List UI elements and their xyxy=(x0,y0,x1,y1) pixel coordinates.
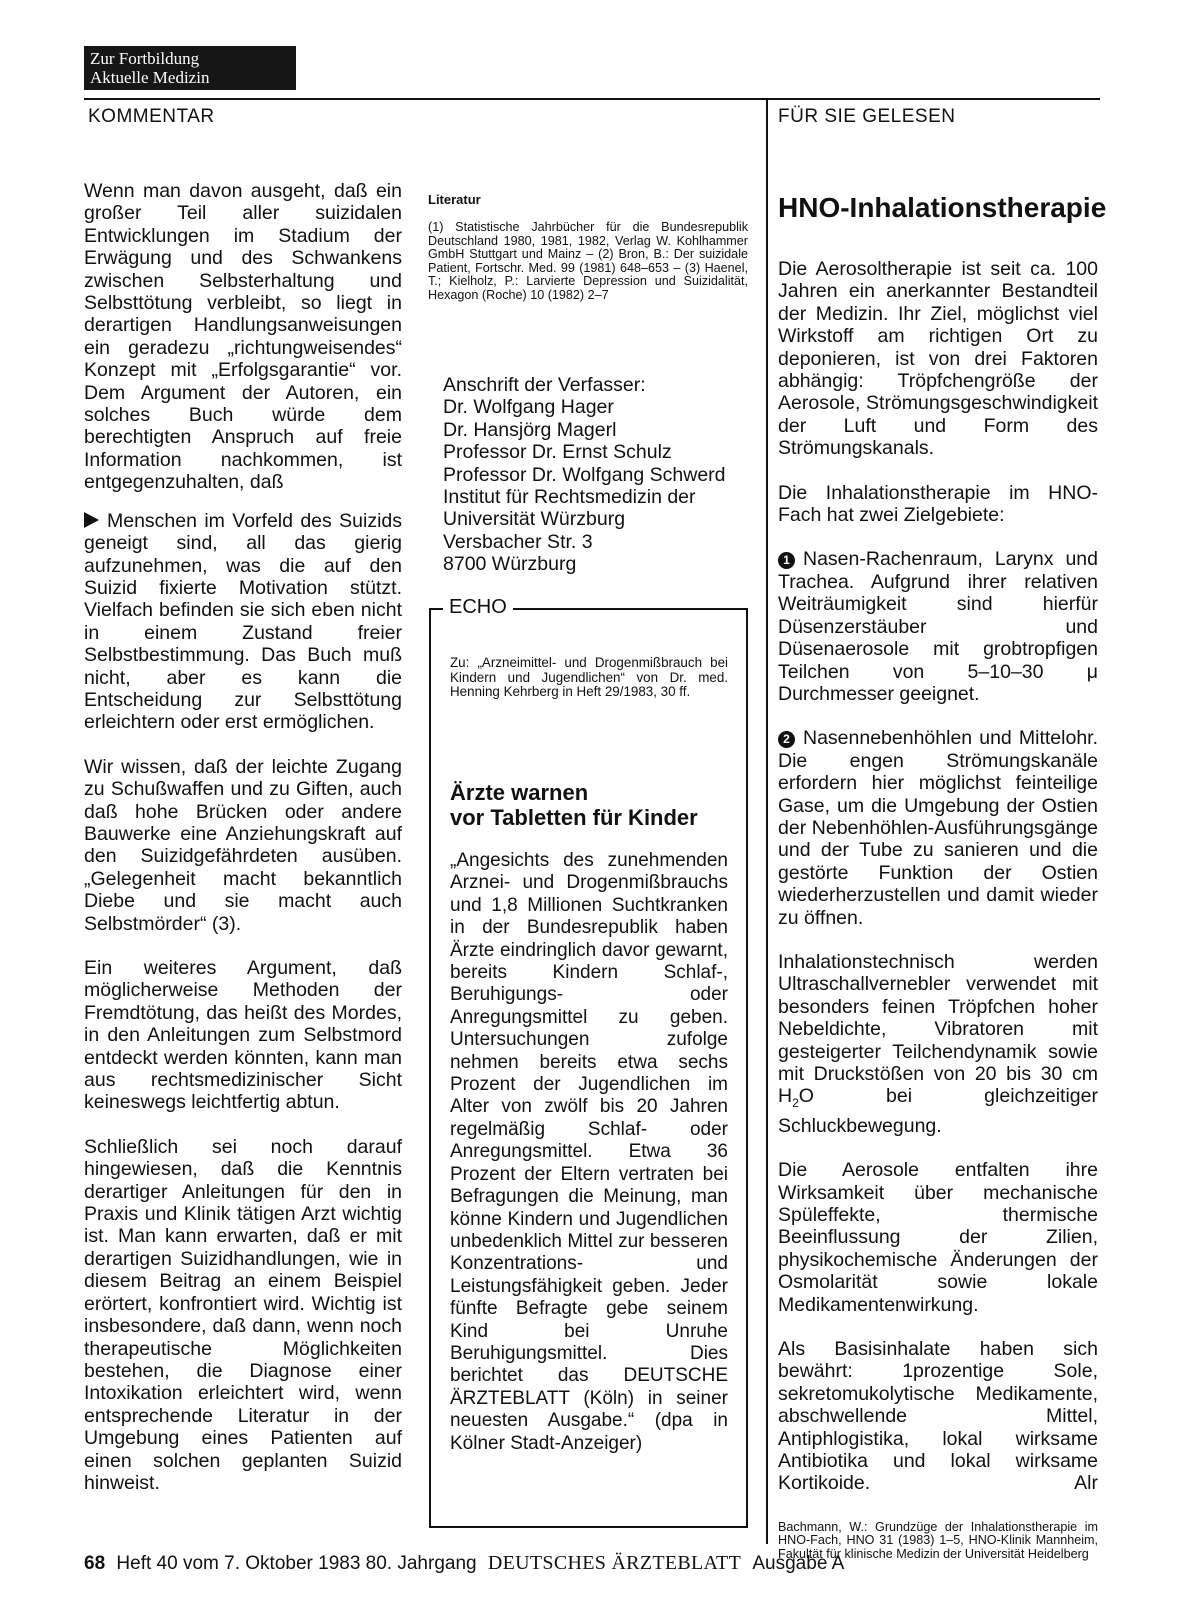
triangle-bullet-icon xyxy=(84,512,99,528)
echo-headline-line2: vor Tabletten für Kinder xyxy=(450,805,698,830)
kommentar-paragraph-3: Wir wissen, daß der leichte Zugang zu Schußwaffen und zu Giften, auch daß hohe Brücken oder andere Bauwerke eine Anziehungskraft auf den Suizidgefährdeten ausüben. „Gelegenheit macht bekanntlich Diebe und sie macht auch Selbstmörder“ (3). xyxy=(84,755,402,935)
section-label-line1: Zur Fortbildung xyxy=(90,49,200,68)
subscript-2: 2 xyxy=(792,1096,799,1111)
anschrift-line: Professor Dr. Wolfgang Schwerd xyxy=(443,463,726,486)
gelesen-item-2-text: Nasennebenhöhlen und Mittelohr. Die engen Strömungskanäle erfordern hier möglichst feinteilige Gase, um die Umgebung der Ostien der Nebenhöhlen-Ausführungsgänge und der Tube zu sanieren und die gestörte Funktion der Ostien wiederherzustellen und damit wieder zu öffnen. xyxy=(778,727,1098,929)
anschrift-line: Institut für Rechtsmedizin der xyxy=(443,486,696,509)
kommentar-paragraph-2-text: Menschen im Vorfeld des Suizids geneigt sind, all das gierig aufzunehmen, was die auf den Suizid fixierte Motivation stützt. Vielfach befinden sie sich eben nicht in einem Zustand freier Selbstbestimmung. Das Buch muß nicht, aber es kann die Entscheidung zur Selbsttötung erleichtern oder erst ermöglichen. xyxy=(84,509,402,734)
fuer-sie-gelesen-heading: FÜR SIE GELESEN xyxy=(778,106,956,127)
gelesen-paragraph-3-a: Inhalationstechnisch werden Ultraschallvernebler verwendet mit besonders feinen Tröpfchen hoher Nebeldichte, Vibratoren mit gesteigerter Teilchendynamik sowie mit Druckstößen von 20 bis 30 cm H xyxy=(778,950,1098,1108)
gelesen-paragraph-1: Die Aerosoltherapie ist seit ca. 100 Jahren ein anerkannter Bestandteil der Medizin. Ihr Ziel, möglichst viel Wirkstoff am richtigen Ort zu deponieren, ist von drei Faktoren abhängig: Tröpfchengröße der Aerosole, Strömungsgeschwindigkeit der Luft und Form des Strömungskanals. xyxy=(778,258,1098,460)
section-label-line2: Aktuelle Medizin xyxy=(90,68,210,87)
gelesen-column xyxy=(778,258,1098,1562)
footer xyxy=(84,1552,844,1575)
anschrift-line: Anschrift der Verfasser: xyxy=(443,374,646,396)
author-signature: Alr xyxy=(1074,1472,1098,1495)
echo-headline-line1: Ärzte warnen xyxy=(450,780,589,805)
gelesen-item-1 xyxy=(778,548,1098,705)
column-divider xyxy=(766,98,768,1544)
echo-body: „Angesichts des zunehmenden Arznei- und Drogenmißbrauchs und 1,8 Millionen Suchtkranken in der Bundesrepublik haben Ärzte eindringlich davor gewarnt, bereits Kindern Schlaf-, Beruhigungs- oder Anregungsmittel zu geben. Untersuchungen zufolge nehmen bereits etwa sechs Prozent der Jugendlichen im Alter von zwölf bis 20 Jahren regelmäßig Schlaf- oder Anregungsmittel. Etwa 36 Prozent der Eltern vertraten bei Befragungen die Meinung, man könne Kindern und Jugendlichen unbedenklich Mittel zur besseren Konzentrations- und Leistungsfähigkeit geben. Jeder fünfte Befragte gebe seinem Kind bei Unruhe Beruhigungsmittel. Dies berichtet das DEUTSCHE ÄRZTEBLATT (Köln) in seiner neuesten Ausgabe.“ (dpa in Kölner Stadt-Anzeiger) xyxy=(450,850,728,1454)
gelesen-paragraph-3-b: O bei gleichzeitiger Schluckbewegung. xyxy=(778,1085,1098,1137)
edition-label: Ausgabe A xyxy=(752,1553,845,1574)
issue-info: Heft 40 vom 7. Oktober 1983 80. Jahrgang xyxy=(116,1553,477,1574)
anschrift-line: 8700 Würzburg xyxy=(443,553,577,576)
literatur-text: (1) Statistische Jahrbücher für die Bundesrepublik Deutschland 1980, 1981, 1982, Verlag W. Kohlhammer GmbH Stuttgart und Mainz – (2) Bron, B.: Der suizidale Patient, Fortschr. Med. 99 (1981) 648–653 – (3) Haenel, T.; Kielholz, P.: Larvierte Depression und Suizidalität, Hexagon (Roche) 10 (1982) 2–7 xyxy=(428,220,748,302)
literatur-heading: Literatur xyxy=(428,192,481,207)
anschrift-line: Versbacher Str. 3 xyxy=(443,530,593,553)
echo-headline xyxy=(450,780,698,830)
magazine-name: DEUTSCHES ÄRZTEBLATT xyxy=(487,1552,742,1574)
kommentar-paragraph-5: Schließlich sei noch darauf hingewiesen, daß die Kenntnis derartiger Anleitungen für den in Praxis und Klinik tätigen Arzt wichtig ist. Man kann erwarten, daß er mit derartigen Suizidhandlungen, wie in diesem Beitrag an einem Beispiel erörtert, konfrontiert wird. Wichtig ist insbesondere, daß dann, wenn noch therapeutische Möglichkeiten bestehen, die Diagnose einer Intoxikation erleichtert wird, wenn entsprechende Literatur in der Umgebung eines Patienten auf einen solchen geplanten Suizid hinweist. xyxy=(84,1135,402,1494)
anschrift-line: Universität Würzburg xyxy=(443,508,626,531)
gelesen-item-1-text: Nasen-Rachenraum, Larynx und Trachea. Aufgrund ihrer relativen Weiträumigkeit sind hierfür Düsenzerstäuber und Düsenaerosole mit grobtropfigen Teilchen von 5–10–30 μ Durchmesser geeignet. xyxy=(778,548,1098,705)
top-rule xyxy=(84,98,1100,100)
echo-reference: Zu: „Arzneimittel- und Drogenmißbrauch bei Kindern und Jugendlichen“ von Dr. med. Henning Kehrberg in Heft 29/1983, 30 ff. xyxy=(450,655,728,700)
kommentar-column xyxy=(84,180,402,1494)
gelesen-paragraph-5-text: Als Basisinhalate haben sich bewährt: 1prozentige Sole, sekretomukolytische Medikamente, abschwellende Mittel, Antiphlogistika, lokal wirksame Antibiotika und lokal wirksame Kortikoide. xyxy=(778,1337,1098,1495)
anschrift-block xyxy=(443,374,753,576)
gelesen-paragraph-2: Die Inhalationstherapie im HNO-Fach hat zwei Zielgebiete: xyxy=(778,481,1098,527)
article-title: HNO-Inhalationstherapie xyxy=(778,192,1107,223)
kommentar-paragraph-4: Ein weiteres Argument, daß möglicherweise Methoden der Fremdtötung, das heißt des Mordes, in den Anleitungen zum Selbstmord entdeckt werden könnten, kann man aus rechtsmedizinischer Sicht keineswegs leichtfertig abtun. xyxy=(84,957,402,1114)
kommentar-paragraph-1: Wenn man davon ausgeht, daß ein großer Teil aller suizidalen Entwicklungen im Stadium der Erwägung und des Schwankens zwischen Selbsterhaltung und Selbsttötung verbleibt, so liegt in derartigen Handlungsanweisungen ein geradezu „richtungweisendes“ Konzept mit „Erfolgsgarantie“ vor. Dem Argument der Autoren, ein solches Buch würde dem berechtigten Anspruch auf freie Information nachkommen, ist entgegenzuhalten, daß xyxy=(84,180,402,494)
number-2-icon: 2 xyxy=(778,731,795,748)
gelesen-paragraph-5 xyxy=(778,1338,1098,1495)
page-number: 68 xyxy=(84,1553,106,1574)
section-label xyxy=(84,46,296,90)
anschrift-line: Professor Dr. Ernst Schulz xyxy=(443,441,672,464)
gelesen-paragraph-3 xyxy=(778,951,1098,1137)
anschrift-line: Dr. Wolfgang Hager xyxy=(443,396,614,419)
echo-label: ECHO xyxy=(443,596,513,619)
anschrift-line: Dr. Hansjörg Magerl xyxy=(443,418,617,441)
article-source: Bachmann, W.: Grundzüge der Inhalationstherapie im HNO-Fach, HNO 31 (1983) 1–5, HNO-Klinik Mannheim, Fakultät für klinische Medizin der Universität Heidelberg xyxy=(778,1519,1098,1561)
gelesen-paragraph-4: Die Aerosole entfalten ihre Wirksamkeit über mechanische Spüleffekte, thermische Beeinflussung der Zilien, physikochemische Änderungen der Osmolarität sowie lokale Medikamentenwirkung. xyxy=(778,1159,1098,1316)
gelesen-item-2 xyxy=(778,727,1098,929)
literatur-block xyxy=(428,192,748,303)
kommentar-heading: KOMMENTAR xyxy=(88,106,215,127)
kommentar-paragraph-2 xyxy=(84,510,402,734)
number-1-icon: 1 xyxy=(778,552,795,569)
